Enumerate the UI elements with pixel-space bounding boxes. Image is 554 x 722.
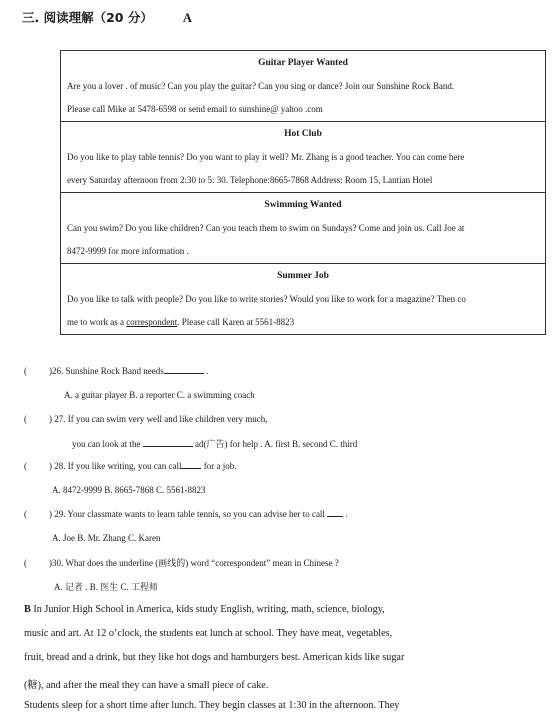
question-29-options: A. Joe B. Mr. Zhang C. Karen (52, 533, 161, 543)
ads-table (60, 50, 546, 335)
answer-paren-close: ) (49, 414, 52, 424)
question-stem: 29. Your classmate wants to learn table tennis, so you can advise her to call (52, 509, 325, 519)
answer-paren-open: ( (24, 366, 27, 376)
ad-guitar-player-wanted (61, 51, 545, 121)
question-tail: for a job. (201, 461, 237, 471)
ad-title: Swimming Wanted (264, 200, 342, 210)
fill-blank[interactable] (327, 516, 343, 517)
ad-title: Summer Job (277, 271, 329, 281)
question-stem: 28. If you like writing, you can call (52, 461, 182, 471)
ad-text-line: Are you a lover . of music? Can you play the guitar? Can you sing or dance? Join our Sunshine Rock Band. (67, 81, 455, 91)
section-title: 三. 阅读理解（20 分） (22, 10, 153, 25)
question-text: you can look at the (72, 439, 141, 449)
ad-text-line: Can you swim? Do you like children? Can you teach them to swim on Sundays? Come and join us. Call Joe at (67, 223, 465, 233)
part-label: A (182, 11, 192, 25)
fill-blank[interactable] (143, 446, 193, 447)
ad-swimming-wanted (61, 192, 545, 263)
answer-paren-close: ) (49, 461, 52, 471)
answer-paren-close: ) (49, 558, 52, 568)
answer-paren-open: ( (24, 509, 27, 519)
fill-blank[interactable] (181, 468, 201, 469)
question-text: ad(广告) for help . A. first B. second C. third (194, 439, 358, 449)
ad-text-part: . Please call Karen at 5561-8823 (177, 317, 295, 327)
question-stem: 30. What does the underline (画线的) word “correspondent” mean in Chinese ? (52, 558, 339, 568)
question-27 (24, 414, 267, 424)
question-29 (24, 509, 348, 519)
answer-paren-open: ( (24, 414, 27, 424)
ad-text-line: Do you like to play table tennis? Do you want to play it well? Mr. Zhang is a good teacher. You can come here (67, 152, 465, 162)
ad-title: Guitar Player Wanted (258, 58, 348, 68)
question-28-options: A. 8472-9999 B. 8665-7868 C. 5561-8823 (52, 485, 206, 495)
answer-paren-close: ) (49, 366, 52, 376)
ad-text-line: Do you like to talk with people? Do you like to write stories? Would you like to work for a magazine? Then co (67, 294, 466, 304)
passage-text: In Junior High School in America, kids study English, writing, math, science, biology, (30, 604, 385, 615)
ad-title: Hot Club (284, 129, 322, 139)
passage-label: B (24, 604, 31, 615)
ad-hot-club (61, 121, 545, 192)
ad-text-line: 8472-9999 for more information . (67, 246, 189, 256)
ad-summer-job (61, 263, 545, 334)
answer-paren-open: ( (24, 558, 27, 568)
question-26-options: A. a guitar player B. a reporter C. a swimming coach (64, 390, 255, 400)
answer-paren-open: ( (24, 461, 27, 471)
question-tail: . (343, 509, 348, 519)
ad-text-line: Please call Mike at 5478-6598 or send email to sunshine@ yahoo .com (67, 104, 323, 114)
question-26 (24, 366, 208, 376)
passage-b-line (24, 604, 385, 615)
ad-text-line: every Saturday afternoon from 2:30 to 5: 30. Telephone:8665-7868 Address: Room 15, Lantian Hotel (67, 175, 433, 185)
question-tail: . (203, 366, 209, 376)
passage-b-line: fruit, bread and a drink, but they like hot dogs and hamburgers best. American kids like sugar (24, 652, 405, 663)
section-heading (22, 8, 192, 26)
underlined-word: correspondent (126, 317, 178, 327)
passage-b-line: Students sleep for a short time after lunch. They begin classes at 1:30 in the afternoon. They (24, 700, 400, 711)
question-30 (24, 556, 339, 569)
question-27-continued (72, 437, 357, 450)
passage-b-line: music and art. At 12 o’clock, the students eat lunch at school. They have meat, vegetables, (24, 628, 393, 639)
ad-text-line (67, 311, 539, 334)
question-30-options: A. 记者 . B. 医生 C. 工程师 (54, 582, 159, 592)
question-stem: 27. If you can swim very well and like children very much, (52, 414, 268, 424)
passage-b-line: (糖), and after the meal they can have a small piece of cake. (24, 680, 269, 691)
ad-text-part: me to work as a (67, 317, 127, 327)
question-28 (24, 461, 236, 471)
answer-paren-close: ) (49, 509, 52, 519)
question-stem: 26. Sunshine Rock Band needs (52, 366, 164, 376)
fill-blank[interactable] (164, 373, 204, 374)
